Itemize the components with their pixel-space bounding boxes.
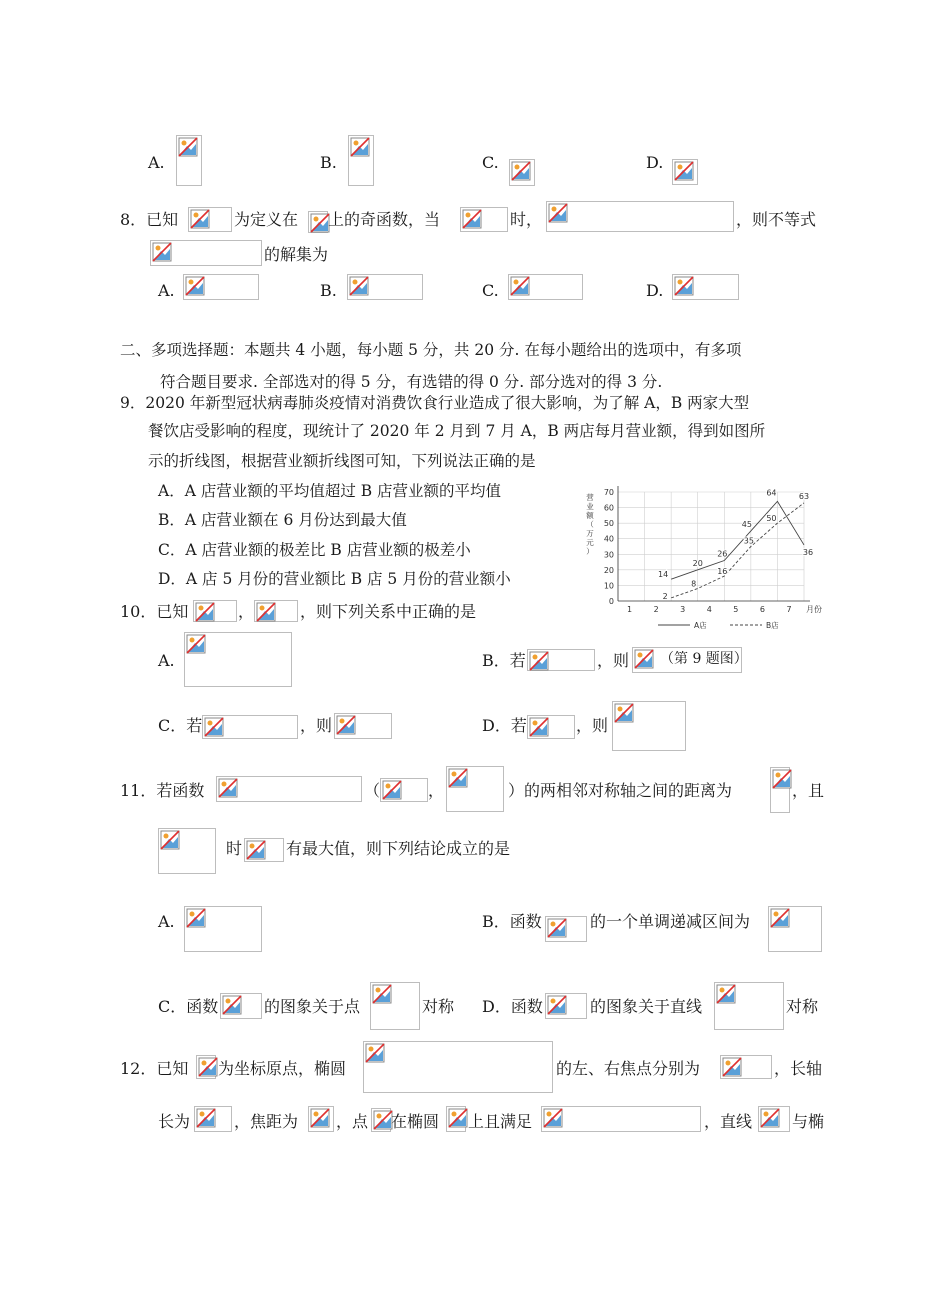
broken-image-icon <box>198 1057 218 1077</box>
q10-option-c-then: ，则 <box>300 716 333 735</box>
q11-option-b-label: B．函数 <box>482 912 542 931</box>
q11-stem-part: 11．若函数 <box>120 781 205 800</box>
y-tick-label: 50 <box>603 519 614 529</box>
q12-stem-part: 长为 <box>158 1112 191 1131</box>
formula-image <box>216 776 362 802</box>
broken-image-icon <box>448 768 468 788</box>
q12-stem-part: 上且满足 <box>468 1112 533 1131</box>
q7-option-c-label: C. <box>482 153 499 172</box>
q8-option-c-label: C. <box>482 281 499 300</box>
broken-image-icon <box>510 276 530 296</box>
y-tick-label: 70 <box>603 488 614 497</box>
data-label: 36 <box>802 547 814 557</box>
q9-option-c: C．A 店营业额的极差比 B 店营业额的极差小 <box>158 541 471 559</box>
broken-image-icon <box>256 602 276 622</box>
data-label: 63 <box>798 491 810 501</box>
broken-image-icon <box>772 769 792 789</box>
formula-image <box>768 906 822 952</box>
formula-image <box>158 828 216 874</box>
broken-image-icon <box>186 908 206 928</box>
formula-image <box>220 993 262 1019</box>
q11-stem-part: 时 <box>226 839 243 858</box>
q10-option-a-label: A. <box>158 651 175 670</box>
formula-image <box>508 274 583 300</box>
formula-image <box>150 240 262 266</box>
formula-image <box>371 1108 391 1132</box>
q8-stem-part: 为定义在 <box>234 210 299 229</box>
q11-stem-part: 有最大值，则下列结论成立的是 <box>286 839 511 858</box>
broken-image-icon <box>218 778 238 798</box>
q10-option-c-label: C．若 <box>158 716 203 735</box>
q8-stem-part: 时， <box>510 210 543 229</box>
formula-image <box>183 274 259 300</box>
x-tick-label: 4 <box>706 605 712 614</box>
broken-image-icon <box>310 1108 330 1128</box>
data-label: 8 <box>691 579 697 589</box>
q11-stem-part: ）的两相邻对称轴之间的距离为 <box>508 781 733 800</box>
q9-stem: 示的折线图，根据营业额折线图可知，下列说法正确的是 <box>148 452 536 470</box>
q10-stem-part: ， <box>238 602 255 621</box>
formula-image <box>545 993 587 1019</box>
y-axis-label-char: 业 <box>586 502 594 511</box>
q11-option-c-text: 的图象关于点 <box>264 997 361 1016</box>
y-axis-label-char: 额 <box>586 511 594 520</box>
formula-image <box>202 715 298 739</box>
broken-image-icon <box>373 1110 393 1130</box>
legend-label: A店 <box>694 621 707 630</box>
q10-option-b-label: B．若 <box>482 651 526 670</box>
q8-stem-part: 的解集为 <box>264 245 329 264</box>
data-label: 50 <box>766 514 777 524</box>
formula-image <box>370 982 420 1030</box>
q11-stem-part: ，且 <box>792 781 825 800</box>
q10-stem-part: 10．已知 <box>120 602 189 621</box>
q10-option-d-then: ，则 <box>576 716 609 735</box>
broken-image-icon <box>634 649 654 669</box>
formula-image <box>334 713 392 739</box>
broken-image-icon <box>246 840 266 860</box>
y-tick-label: 60 <box>603 503 614 513</box>
formula-image <box>541 1106 701 1132</box>
q10-stem-part: ，则下列关系中正确的是 <box>300 602 477 621</box>
formula-image <box>758 1106 790 1132</box>
q9-stem: 餐饮店受影响的程度，现统计了 2020 年 2 月到 7 月 A，B 两店每月营业额，得到如图所 <box>148 422 766 440</box>
formula-image <box>546 201 734 232</box>
data-label: 14 <box>658 570 669 580</box>
data-label: 35 <box>743 536 754 546</box>
data-label: 45 <box>741 519 752 529</box>
q10-option-b-then: ，则 <box>597 651 630 670</box>
data-label: 2 <box>662 591 668 601</box>
line-chart <box>576 480 828 635</box>
formula-image <box>308 1106 334 1132</box>
q12-stem-part: 与椭 <box>792 1112 825 1131</box>
q12-stem-part: ，点 <box>336 1112 369 1131</box>
q11-option-a-label: A. <box>158 912 175 931</box>
x-tick-label: 7 <box>786 605 792 614</box>
formula-image <box>193 600 237 622</box>
x-axis-label: 月份 <box>806 605 822 614</box>
x-tick-label: 5 <box>733 605 739 614</box>
q11-stem-part: （ <box>364 781 381 800</box>
broken-image-icon <box>548 203 568 223</box>
broken-image-icon <box>529 717 549 737</box>
figure-caption: （第 9 题图） <box>660 651 748 667</box>
broken-image-icon <box>152 242 172 262</box>
formula-image <box>348 135 374 186</box>
broken-image-icon <box>372 984 392 1004</box>
formula-image <box>184 632 292 687</box>
y-axis-label-char: ） <box>586 547 594 556</box>
formula-image <box>194 1106 232 1132</box>
x-tick-label: 3 <box>680 605 686 614</box>
formula-image <box>196 1055 216 1079</box>
broken-image-icon <box>547 995 567 1015</box>
q9-option-d: D．A 店 5 月份的营业额比 B 店 5 月份的营业额小 <box>158 570 511 588</box>
broken-image-icon <box>195 602 215 622</box>
formula-image <box>612 701 686 751</box>
q9-option-b: B．A 店营业额在 6 月份达到最大值 <box>158 511 407 529</box>
broken-image-icon <box>674 161 694 181</box>
q7-option-a-label: A. <box>148 153 165 172</box>
formula-image <box>363 1041 553 1093</box>
q8-stem-part: 8．已知 <box>120 210 179 229</box>
broken-image-icon <box>310 213 330 233</box>
formula-image <box>527 649 595 671</box>
q7-option-b-label: B. <box>320 153 337 172</box>
formula-image <box>184 906 262 952</box>
y-tick-label: 40 <box>603 534 614 544</box>
q12-stem-part: 为坐标原点，椭圆 <box>218 1059 347 1078</box>
broken-image-icon <box>204 717 224 737</box>
q12-stem-part: ，焦距为 <box>234 1112 299 1131</box>
formula-image <box>176 135 202 186</box>
q12-stem-part: 在椭圆 <box>391 1112 440 1131</box>
broken-image-icon <box>614 703 634 723</box>
broken-image-icon <box>382 780 402 800</box>
data-label: 20 <box>692 558 703 568</box>
formula-image <box>770 767 790 813</box>
q8-stem-part: 上的奇函数，当 <box>328 210 441 229</box>
y-axis-label-char: （ <box>586 520 594 529</box>
broken-image-icon <box>462 209 482 229</box>
y-tick-label: 30 <box>603 550 614 560</box>
q8-option-d-label: D. <box>646 281 664 300</box>
formula-image <box>720 1055 772 1079</box>
broken-image-icon <box>529 651 549 671</box>
q8-option-a-label: A. <box>158 281 175 300</box>
broken-image-icon <box>674 276 694 296</box>
x-tick-label: 2 <box>653 605 659 614</box>
q11-option-d-label: D．函数 <box>482 997 543 1016</box>
broken-image-icon <box>722 1057 742 1077</box>
broken-image-icon <box>547 918 567 938</box>
broken-image-icon <box>770 908 790 928</box>
q11-option-b-text: 的一个单调递减区间为 <box>590 912 751 931</box>
broken-image-icon <box>222 995 242 1015</box>
formula-image <box>446 766 504 812</box>
q8-stem-part: ，则不等式 <box>736 210 817 229</box>
data-label: 16 <box>717 567 728 577</box>
formula-image <box>460 207 508 232</box>
q7-option-d-label: D. <box>646 153 664 172</box>
formula-image <box>254 600 298 622</box>
formula-image <box>188 207 232 232</box>
formula-image <box>380 778 428 802</box>
x-tick-label: 6 <box>759 605 765 614</box>
q11-option-d-text: 对称 <box>786 997 819 1016</box>
q12-stem-part: 12．已知 <box>120 1059 189 1078</box>
broken-image-icon <box>511 161 531 181</box>
formula-image <box>672 159 698 185</box>
y-axis-label-char: 万 <box>586 529 594 538</box>
broken-image-icon <box>349 276 369 296</box>
broken-image-icon <box>350 137 370 157</box>
x-tick-label: 1 <box>627 605 633 614</box>
broken-image-icon <box>160 830 180 850</box>
broken-image-icon <box>178 137 198 157</box>
broken-image-icon <box>196 1108 216 1128</box>
q12-stem-part: 的左、右焦点分别为 <box>556 1059 701 1078</box>
section-header: 符合题目要求. 全部选对的得 5 分，有选错的得 0 分. 部分选对的得 3 分. <box>160 373 663 391</box>
y-tick-label: 10 <box>603 581 614 591</box>
q12-stem-part: ，直线 <box>704 1112 753 1131</box>
broken-image-icon <box>185 276 205 296</box>
q9-stem: 9．2020 年新型冠状病毒肺炎疫情对消费饮食行业造成了很大影响，为了解 A，B 两家大型 <box>120 394 750 412</box>
formula-image <box>347 274 423 300</box>
series-line <box>671 501 804 579</box>
data-label: 64 <box>766 488 777 498</box>
formula-image <box>244 838 284 862</box>
q10-option-d-label: D．若 <box>482 716 527 735</box>
section-header: 二、多项选择题：本题共 4 小题，每小题 5 分，共 20 分. 在每小题给出的选项中，有多项 <box>120 341 742 359</box>
formula-image <box>509 159 535 186</box>
broken-image-icon <box>186 634 206 654</box>
formula-image <box>714 982 784 1030</box>
formula-image <box>545 916 587 942</box>
formula-image <box>308 211 328 233</box>
broken-image-icon <box>543 1108 563 1128</box>
q8-option-b-label: B. <box>320 281 337 300</box>
broken-image-icon <box>190 209 210 229</box>
q12-stem-part: ，长轴 <box>774 1059 823 1078</box>
formula-image <box>527 715 575 739</box>
q9-option-a: A．A 店营业额的平均值超过 B 店营业额的平均值 <box>158 482 502 500</box>
y-axis-label-char: 元 <box>586 538 594 547</box>
q11-option-c-text: 对称 <box>422 997 455 1016</box>
formula-image <box>446 1106 466 1132</box>
q11-stem-part: ， <box>428 781 445 800</box>
y-axis-label-char: 营 <box>586 493 594 502</box>
broken-image-icon <box>716 984 736 1004</box>
y-tick-label: 0 <box>608 597 614 606</box>
y-tick-label: 20 <box>603 565 614 575</box>
q11-option-d-text: 的图象关于直线 <box>590 997 703 1016</box>
broken-image-icon <box>448 1108 468 1128</box>
broken-image-icon <box>365 1043 385 1063</box>
broken-image-icon <box>336 715 356 735</box>
broken-image-icon <box>760 1108 780 1128</box>
data-label: 26 <box>717 549 728 559</box>
formula-image <box>672 274 739 300</box>
legend-label: B店 <box>766 621 779 630</box>
q11-option-c-label: C．函数 <box>158 997 219 1016</box>
